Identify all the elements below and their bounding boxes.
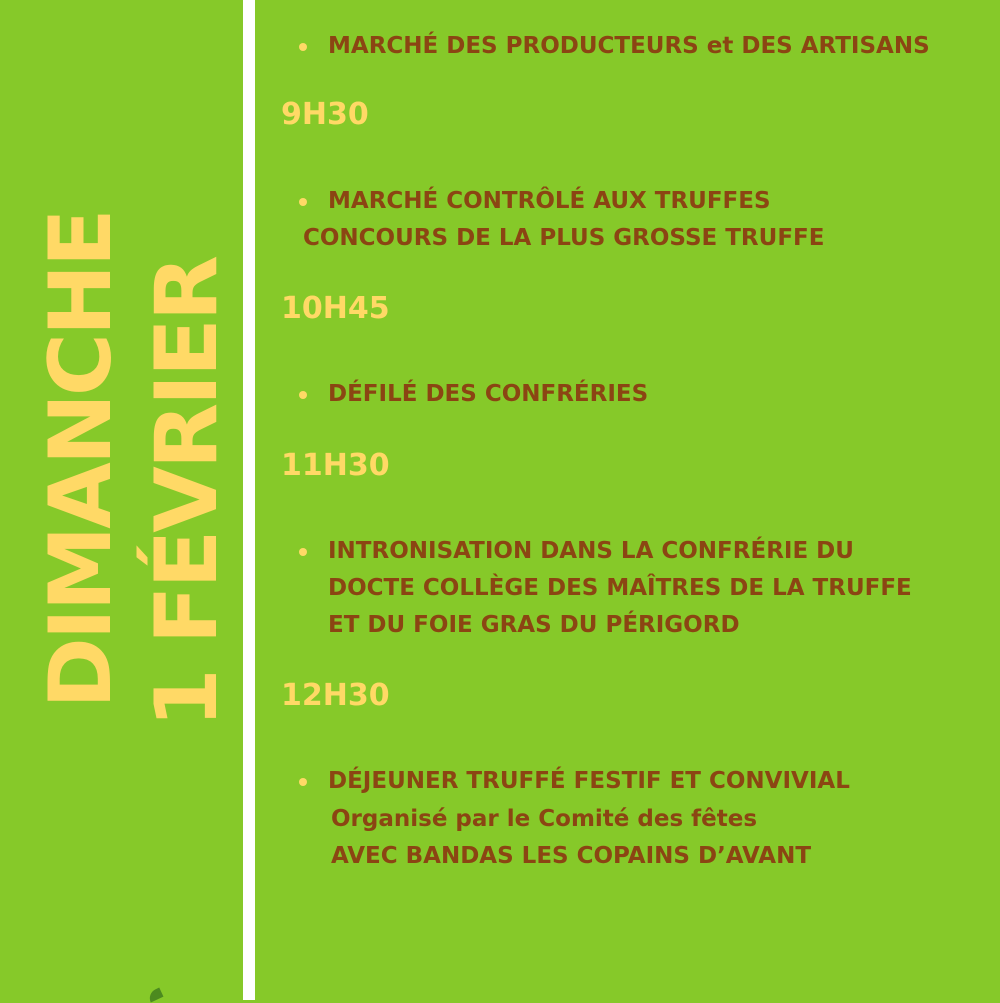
time-label: 9H30 [281, 97, 369, 132]
schedule-item-truffle-contest: CONCOURS DE LA PLUS GROSSE TRUFFE [303, 225, 825, 251]
bullet-icon [299, 778, 307, 786]
schedule-item-lunch: DÉJEUNER TRUFFÉ FESTIF ET CONVIVIAL [328, 768, 850, 794]
schedule-item-lunch-organizer: Organisé par le Comité des fêtes [331, 806, 758, 832]
bullet-icon [299, 391, 307, 399]
date-label: 1 FÉVRIER [137, 257, 237, 729]
schedule-item-producers-market: MARCHÉ DES PRODUCTEURS et DES ARTISANS [328, 33, 930, 59]
schedule-item-truffle-market: MARCHÉ CONTRÔLÉ AUX TRUFFES [328, 188, 771, 214]
time-label: 10H45 [281, 291, 390, 326]
schedule-item-enthronement-line2: DOCTE COLLÈGE DES MAÎTRES DE LA TRUFFE [328, 575, 912, 601]
schedule-list [255, 0, 1000, 1000]
vertical-divider [243, 0, 255, 1000]
schedule-item-parade: DÉFILÉ DES CONFRÉRIES [328, 381, 649, 407]
date-banner [0, 0, 243, 1000]
bullet-icon [299, 548, 307, 556]
day-label: DIMANCHE [31, 211, 131, 709]
bullet-icon [299, 198, 307, 206]
time-label: 11H30 [281, 448, 390, 483]
time-label: 12H30 [281, 678, 390, 713]
bullet-icon [299, 43, 307, 51]
schedule-item-enthronement-line3: ET DU FOIE GRAS DU PÉRIGORD [328, 612, 740, 638]
schedule-item-lunch-music: AVEC BANDAS LES COPAINS D’AVANT [331, 843, 812, 869]
schedule-item-enthronement: INTRONISATION DANS LA CONFRÉRIE DU [328, 538, 854, 564]
